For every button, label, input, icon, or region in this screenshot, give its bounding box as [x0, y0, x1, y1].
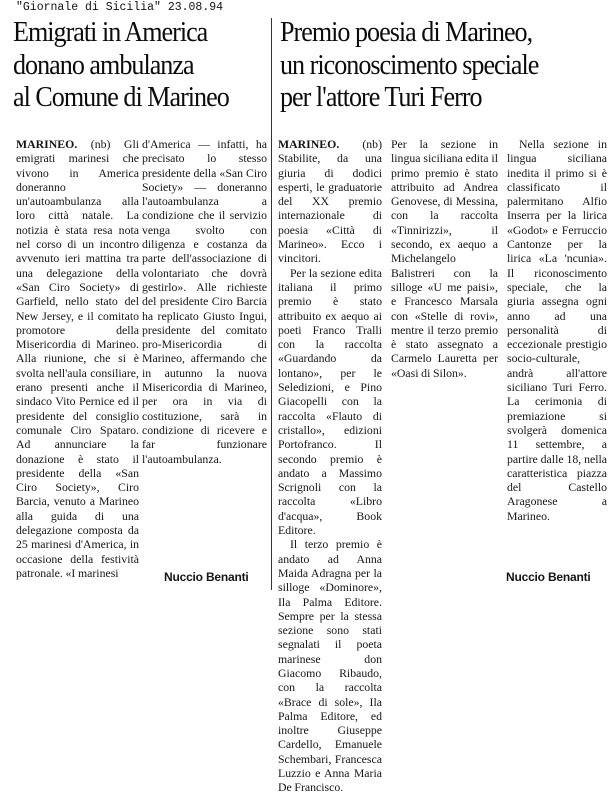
- right-dateline: MARINEO.: [278, 137, 340, 151]
- left-headline-line-3: al Comune di Marineo: [13, 81, 229, 113]
- right-headline-line-3: per l'attore Turi Ferro: [280, 81, 482, 113]
- right-article-column-3: [507, 137, 607, 585]
- right-article-paragraph-4: Per la sezione in lingua siciliana edita il primo premio è stato attribuito ad Andrea Genovese, di Messina, con la raccolta «Tinnirizzi», il secondo, ex aequo a Michelangelo Balistreri con la silloge «U me paisi», e Francesco Marsala con «Stelle di rovi», mentre il terzo premio è stato assegnato a Carmelo Lauretta per «Oasi di Silon».: [391, 137, 498, 380]
- right-headline-line-1: Premio poesia di Marineo,: [280, 16, 533, 48]
- right-article-paragraph-1-text: (nb) Stabilite, da una giuria di dodici esperti, le graduatorie del XX premio internazionale di poesia «Città di Marineo». Ecco i vincitori.: [278, 137, 382, 266]
- left-dateline: MARINEO.: [16, 137, 78, 151]
- left-byline: Nuccio Benanti: [164, 570, 249, 584]
- left-article-body: (nb) Gli emigrati marinesi che vivono in America doneranno un'autoambulanza alla loro città natale. La notizia è stata resa nota nel corso di un incontro avvenuto ieri mattina tra una delegazione della «San Ciro Society» di Garfield, nello stato del New Jersey, e il comitato promotore della Misericordia di Marineo. Alla riunione, che si è svolta nell'aula consiliare, erano presenti anche il sindaco Vito Pernice ed il presidente del consiglio comunale Ciro Spataro. Ad annunciare la donazione è stato il presidente della «San Ciro Society», Ciro Barcia, venuto a Marineo alla guida di una delegazione composta da 25 marinesi d'America, in occasione della festività patronale. «I marinesi: [16, 137, 139, 580]
- right-article-paragraph-5: Nella sezione in lingua siciliana inedita il primo si è classificato il palermitano Alfio Inserra per la lirica «Godot» e Ferruccio Cantonze per la lirica «La 'ncunia». Il riconoscimento speciale, che la giuria assegna ogni anno ad una personalità di eccezionale prestigio socio-culturale, andrà all'attore siciliano Turi Ferro. La cerimonia di premiazione si svolgerà domenica 11 settembre, a partire dalle 18, nella caratteristica piazza del Castello Aragonese a Marineo.: [507, 137, 607, 523]
- left-headline-line-1: Emigrati in America: [13, 16, 208, 48]
- right-headline: [280, 16, 538, 114]
- right-byline: Nuccio Benanti: [506, 570, 591, 584]
- right-headline-line-2: un riconoscimento speciale: [280, 48, 539, 81]
- right-article-column-2: [391, 137, 498, 585]
- left-article-column-1: [16, 137, 139, 585]
- left-article-continuation: d'America — infatti, ha precisato lo stesso presidente della «San Ciro Society» — doneranno l'autoambulanza a condizione che il servizio venga svolto con diligenza e costanza da parte dell'associazione di volontariato che dovrà gestirlo». Alle richieste del presidente Ciro Barcia ha replicato Giusto Ingui, presidente del comitato pro-Misericordia di Marineo, affermando che in autunno la nuova Misericordia di Marineo, per ora in via di costituzione, sarà in condizione di ricevere e far funzionare l'autoambulanza.: [142, 137, 267, 466]
- article-divider: [271, 18, 272, 590]
- left-headline: [13, 16, 229, 114]
- source-line: "Giornale di Sicilia" 23.08.94: [16, 1, 224, 14]
- left-article-paragraph: [16, 137, 139, 580]
- right-article-paragraph-3: Il terzo premio è andato ad Anna Maida Adragna per la silloge «Dominore», Ila Palma Editore. Sempre per la stessa sezione sono stati segnalati il poeta marinese don Giacomo Ribaudo, con la raccolta «Brace di sole», Ila Palma Editore, ed inoltre Giuseppe Cardello, Emanuele Schembari, Francesca Luzzio e Anna Maria De Francisco.: [278, 537, 382, 795]
- left-headline-line-2: donano ambulanza: [13, 48, 194, 81]
- left-article-column-2: [142, 137, 267, 585]
- right-article-paragraph-2: Per la sezione edita italiana il primo premio è stato attribuito ex aequo ai poeti Franco Tralli con la raccolta «Guardando da lontano», per le Seledizioni, e Pino Giacopelli con la raccolta «Flauto di cristallo», edizioni Portofranco. Il secondo premio è andato a Massimo Scrignoli con la raccolta «Libro d'acqua», Book Editore.: [278, 265, 382, 538]
- right-article-column-1: [278, 137, 382, 795]
- right-article-paragraph-1: [278, 137, 382, 266]
